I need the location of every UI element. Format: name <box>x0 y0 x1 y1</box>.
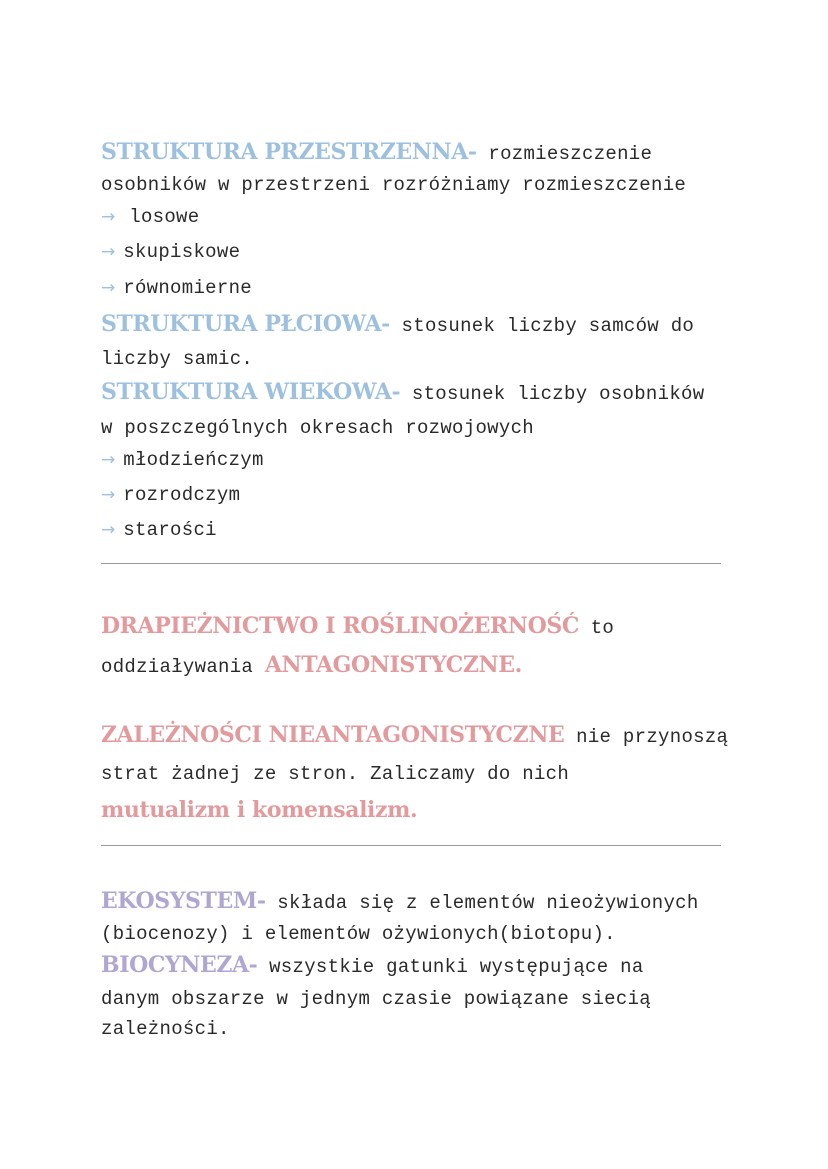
ecosystem-text-cont: (biocenozy) i elementów ożywionych(biotopu). <box>101 923 616 945</box>
notes-content <box>101 137 741 1044</box>
list-item-label: równomierne <box>123 277 252 299</box>
biocenosis-text-cont: danym obszarze w jednym czasie powiązane siecią <box>101 988 651 1010</box>
biocenosis-heading: BIOCYNEZA- <box>101 952 258 978</box>
section-divider <box>101 845 721 846</box>
list-item-label: skupiskowe <box>123 241 241 263</box>
sex-structure-line <box>101 307 741 344</box>
list-item-label: losowe <box>129 206 200 228</box>
biocenosis-line <box>101 949 741 984</box>
arrow-right-icon: → <box>101 242 116 262</box>
list-item <box>101 443 741 478</box>
predation-line <box>101 608 741 647</box>
population-structure-section <box>101 137 741 548</box>
interactions-text: oddziaływania <box>101 656 265 678</box>
nonantagonistic-text-cont: strat żadnej ze stron. Zaliczamy do nich <box>101 763 570 785</box>
biocenosis-text-end: zależności. <box>101 1018 230 1040</box>
list-item <box>101 200 741 235</box>
ecosystem-line <box>101 886 741 919</box>
age-structure-heading: STRUKTURA WIEKOWA- <box>101 379 401 405</box>
list-item <box>101 235 741 270</box>
ecosystem-section <box>101 886 741 1044</box>
spatial-structure-line <box>101 137 741 170</box>
spatial-structure-text-cont: osobników w przestrzeni rozróżniamy rozmieszczenie <box>101 174 687 196</box>
ecosystem-text: składa się z elementów nieożywionych <box>265 892 699 914</box>
nonantagonistic-line <box>101 717 741 756</box>
sex-structure-heading: STRUKTURA PŁCIOWA- <box>101 311 390 337</box>
mutualism-line <box>101 792 741 831</box>
arrow-right-icon: → <box>101 450 116 470</box>
interactions-section <box>101 608 741 831</box>
age-structure-line <box>101 374 741 413</box>
biocenosis-text: wszystkie gatunki występujące na <box>257 956 644 978</box>
list-item-label: młodzieńczym <box>123 449 264 471</box>
ecosystem-heading: EKOSYSTEM- <box>101 888 266 914</box>
predation-text: to <box>579 617 615 639</box>
arrow-right-icon: → <box>101 520 116 540</box>
mutualism-term: mutualizm i komensalizm. <box>101 797 418 823</box>
nonantagonistic-text: nie przynoszą <box>564 726 729 748</box>
arrow-right-icon: → <box>101 207 116 227</box>
sex-structure-text: stosunek liczby samców do <box>389 315 695 337</box>
list-item <box>101 513 741 548</box>
spatial-structure-text: rozmieszczenie <box>476 143 653 165</box>
arrow-right-icon: → <box>101 278 116 298</box>
nonantagonistic-heading: ZALEŻNOŚCI NIEANTAGONISTYCZNE <box>101 722 565 748</box>
spatial-structure-heading: STRUKTURA PRZESTRZENNA- <box>101 139 477 165</box>
sex-structure-text-cont: liczby samic. <box>101 348 254 370</box>
antagonistic-line <box>101 647 741 686</box>
list-item-label: rozrodczym <box>123 484 241 506</box>
list-item-label: starości <box>123 519 217 541</box>
antagonistic-term: ANTAGONISTYCZNE. <box>264 652 522 678</box>
list-item <box>101 478 741 513</box>
age-structure-text: stosunek liczby osobników <box>400 383 705 405</box>
age-structure-text-cont: w poszczególnych okresach rozwojowych <box>101 417 534 439</box>
list-item <box>101 270 741 307</box>
section-divider <box>101 563 721 564</box>
predation-heading: DRAPIEŻNICTWO I ROŚLINOŻERNOŚĆ <box>101 613 580 639</box>
arrow-right-icon: → <box>101 485 116 505</box>
